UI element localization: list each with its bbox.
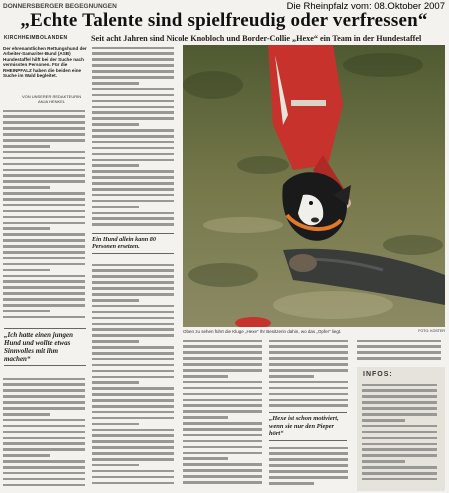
text-line-bar [92, 328, 174, 331]
text-line-bar [92, 117, 174, 120]
text-line-bar [92, 317, 174, 320]
text-line-bar [183, 381, 262, 384]
text-line-bar [92, 70, 174, 73]
text-line-bar [92, 269, 174, 272]
text-line-bar [183, 345, 262, 348]
text-line-bar [3, 466, 85, 469]
text-line-bar [92, 135, 174, 138]
text-line-bar [92, 52, 174, 55]
pull-quote: „Ich hatte einen jungen Hund und wollte etwas Sinnvolles mit ihm machen“ [4, 328, 86, 366]
text-line-bar [3, 115, 85, 118]
text-line-bar [92, 358, 174, 361]
text-line-bar [3, 419, 85, 422]
text-line-bar [269, 363, 348, 366]
body-column-1-lower [3, 376, 88, 490]
headline: „Echte Talente sind spielfreudig oder verfressen“ [20, 10, 428, 31]
text-line-bar [362, 407, 437, 410]
text-line-bar [92, 275, 174, 278]
text-line-bar [92, 200, 174, 203]
info-box-text [362, 382, 440, 488]
text-line [183, 479, 265, 485]
text-line-bar [3, 186, 50, 189]
text-line-bar [92, 88, 174, 91]
text-line-bar [357, 351, 441, 354]
text-line-bar [183, 393, 262, 396]
text-line-bar [92, 476, 174, 479]
text-line-bar [92, 147, 174, 150]
info-box-title: INFOS: [363, 371, 393, 378]
text-line-bar [183, 404, 262, 407]
text-line-bar [357, 345, 441, 348]
text-line-bar [183, 463, 262, 466]
text-line-bar [3, 472, 85, 475]
body-column-3 [183, 338, 265, 490]
text-line-bar [92, 293, 174, 296]
text-line-bar [92, 82, 139, 85]
text-line-bar [92, 423, 139, 426]
text-line-bar [92, 111, 174, 114]
text-line-bar [269, 393, 348, 396]
text-line-bar [183, 363, 262, 366]
text-line-bar [92, 287, 174, 290]
text-line-bar [269, 340, 348, 343]
text-line-bar [92, 264, 174, 267]
text-line-bar [92, 405, 174, 408]
text-line-bar [269, 399, 348, 402]
text-line-bar [92, 387, 174, 390]
text-line-bar [92, 194, 174, 197]
text-line-bar [92, 411, 174, 414]
text-line-bar [92, 434, 174, 437]
section-tag: DONNERSBERGER BEGEGNUNGEN [3, 3, 117, 10]
text-line-bar [362, 389, 437, 392]
text-line-bar [92, 281, 174, 284]
text-line-bar [3, 192, 85, 195]
text-line-bar [92, 123, 139, 126]
text-line-bar [92, 334, 174, 337]
text-line-bar [3, 121, 85, 124]
text-line-bar [92, 482, 174, 485]
text-line-bar [92, 58, 174, 61]
text-line-bar [92, 129, 174, 132]
body-column-4 [269, 338, 351, 410]
text-line-bar [92, 182, 174, 185]
text-line-bar [92, 212, 174, 215]
text-line-bar [3, 275, 85, 278]
text-line-bar [3, 425, 85, 428]
text-line-bar [3, 389, 85, 392]
text-line-bar [183, 475, 262, 478]
text-line-bar [3, 216, 85, 219]
byline: VON UNSERER REDAKTEURIN ANJA HENKEL [22, 94, 82, 104]
text-line-bar [362, 384, 437, 387]
text-line-bar [3, 157, 85, 160]
text-line-bar [269, 345, 348, 348]
text-line-bar [3, 442, 85, 445]
text-line-bar [3, 110, 85, 113]
text-line-bar [92, 64, 174, 67]
text-line-bar [92, 464, 139, 467]
text-line-bar [92, 429, 174, 432]
text-line-bar [357, 340, 441, 343]
text-line-bar [3, 222, 85, 225]
text-line-bar [3, 407, 85, 410]
body-column-5 [357, 338, 445, 365]
text-line-bar [362, 478, 437, 481]
text-line-bar [183, 340, 262, 343]
text-line-bar [3, 413, 50, 416]
text-line-bar [3, 133, 85, 136]
text-line-bar [92, 176, 174, 179]
text-line [3, 482, 88, 488]
text-line-bar [269, 381, 348, 384]
text-line [92, 222, 177, 228]
text-line-bar [3, 431, 85, 434]
text-line-bar [92, 206, 139, 209]
text-line-bar [183, 428, 262, 431]
text-line-bar [92, 417, 174, 420]
text-line-bar [92, 440, 174, 443]
text-line-bar [269, 452, 348, 455]
info-box [357, 367, 445, 491]
text-line-bar [92, 299, 139, 302]
body-column-1 [3, 108, 88, 326]
text-line-bar [357, 357, 441, 360]
text-line-bar [362, 443, 437, 446]
text-line-bar [3, 298, 85, 301]
text-line-bar [183, 399, 262, 402]
text-line-bar [3, 233, 85, 236]
text-line-bar [92, 340, 139, 343]
text-line-bar [92, 452, 174, 455]
text-line-bar [92, 364, 174, 367]
text-line-bar [92, 370, 174, 373]
text-line-bar [92, 381, 139, 384]
text-line-bar [362, 431, 437, 434]
text-line-bar [269, 357, 348, 360]
text-line-bar [92, 164, 139, 167]
text-line-bar [3, 180, 85, 183]
text-line-bar [92, 323, 174, 326]
text-line-bar [92, 305, 174, 308]
text-line-bar [183, 416, 228, 419]
source-line: Die Rheinpfalz vom: 08.Oktober 2007 [286, 1, 445, 12]
text-line-bar [92, 376, 174, 379]
text-line-bar [362, 460, 405, 463]
text-line-bar [3, 378, 85, 381]
text-line-bar [183, 457, 228, 460]
text-line-bar [362, 448, 437, 451]
text-line-bar [183, 469, 262, 472]
text-line-bar [3, 316, 85, 319]
text-line-bar [92, 100, 174, 103]
text-line-bar [92, 352, 174, 355]
text-line-bar [269, 482, 314, 485]
text-line [3, 314, 88, 320]
text-line-bar [3, 395, 85, 398]
text-line-bar [3, 251, 85, 254]
text-line-bar [183, 369, 262, 372]
photo-credit: FOTO: KOSTER [418, 329, 445, 333]
text-line-bar [3, 484, 85, 487]
text-line-bar [269, 476, 348, 479]
text-line-bar [362, 419, 405, 422]
text-line-bar [3, 245, 85, 248]
subhead-row [3, 35, 447, 44]
text-line-bar [362, 472, 437, 475]
text-line-bar [362, 425, 437, 428]
text-line-bar [362, 401, 437, 404]
text-line-bar [92, 188, 174, 191]
text-line-bar [269, 464, 348, 467]
body-column-2 [92, 45, 177, 229]
text-line-bar [3, 437, 85, 440]
text-line-bar [362, 454, 437, 457]
text-line-bar [183, 387, 262, 390]
text-line-bar [3, 139, 85, 142]
text-line-bar [269, 470, 348, 473]
text-line-bar [92, 47, 174, 50]
text-line-bar [92, 458, 174, 461]
text-line-bar [3, 401, 85, 404]
text-line [357, 356, 445, 362]
body-column-2-lower [92, 262, 177, 490]
text-line-bar [3, 478, 85, 481]
text-line-bar [3, 151, 85, 154]
text-line-bar [3, 263, 85, 266]
text-line [269, 403, 351, 409]
text-line-bar [362, 395, 437, 398]
text-line-bar [92, 311, 174, 314]
text-line-bar [269, 369, 348, 372]
text-line-bar [92, 141, 174, 144]
text-line-bar [3, 269, 50, 272]
text-line-bar [183, 410, 262, 413]
text-line-bar [3, 310, 50, 313]
text-line-bar [3, 198, 85, 201]
text-line-bar [92, 393, 174, 396]
text-line-bar [3, 286, 85, 289]
text-line-bar [183, 375, 228, 378]
text-line-bar [92, 346, 174, 349]
text-line-bar [92, 470, 174, 473]
text-line [362, 476, 440, 482]
text-line-bar [3, 280, 85, 283]
inline-quote: Ein Hund allein kann 80 Personen ersetzen. [92, 233, 174, 254]
text-line-bar [92, 94, 174, 97]
text-line-bar [92, 170, 174, 173]
subheadline: Seit acht Jahren sind Nicole Knobloch und Border-Collie „Hexe“ ein Team in der Hundestaffel [91, 34, 422, 43]
text-line-bar [269, 351, 348, 354]
text-line-bar [183, 434, 262, 437]
text-line-bar [3, 127, 85, 130]
text-line-bar [92, 106, 174, 109]
text-line-bar [92, 446, 174, 449]
text-line-bar [3, 257, 85, 260]
text-line-bar [3, 145, 50, 148]
text-line-bar [3, 163, 85, 166]
text-line-bar [269, 387, 348, 390]
text-line-bar [183, 481, 262, 484]
text-line-bar [3, 448, 85, 451]
text-line-bar [3, 210, 85, 213]
text-line-bar [3, 174, 85, 177]
text-line-bar [3, 292, 85, 295]
text-line-bar [92, 223, 174, 226]
text-line-bar [3, 239, 85, 242]
body-column-4-lower [269, 445, 351, 490]
text-line-bar [269, 458, 348, 461]
text-line-bar [3, 227, 50, 230]
photo-caption: Oben zu sehen führt die Kluge „Hexe“ Ihr Besitzerin dahin, wo das „Opfer“ liegt. [183, 329, 342, 334]
text-line-bar [3, 383, 85, 386]
text-line-bar [269, 404, 348, 407]
location-kicker: KIRCHHEIMBOLANDEN [4, 35, 68, 41]
text-line-bar [269, 375, 314, 378]
text-line-bar [3, 169, 85, 172]
pull-quote-2: „Hexe ist schon motiviert, wenn sie nur den Pieper hört“ [269, 412, 347, 441]
text-line-bar [183, 452, 262, 455]
text-line-bar [183, 351, 262, 354]
text-line-bar [3, 460, 85, 463]
text-line [269, 480, 351, 486]
text-line-bar [362, 413, 437, 416]
text-line-bar [92, 217, 174, 220]
text-line [92, 480, 177, 486]
text-line-bar [92, 76, 174, 79]
text-line-bar [183, 357, 262, 360]
text-line-bar [3, 204, 85, 207]
text-line-bar [92, 159, 174, 162]
text-line-bar [3, 304, 85, 307]
text-line-bar [183, 440, 262, 443]
text-line-bar [362, 466, 437, 469]
text-line-bar [3, 454, 50, 457]
text-line-bar [92, 399, 174, 402]
text-line-bar [362, 437, 437, 440]
photo-caption-row [183, 329, 445, 334]
text-line-bar [183, 446, 262, 449]
text-line-bar [92, 153, 174, 156]
rescue-dog-photo [183, 45, 445, 327]
text-line-bar [183, 422, 262, 425]
intro-paragraph: Der ehrenamtlichen Rettungshund der Arbeiter-Samariter-Bund (ASB) Hundestaffel hilft bei der Suche nach vermissten Personen. Für die RHEINPFALZ haben die beiden eine Suche im Wald begleitet. [3, 46, 87, 79]
text-line-bar [269, 447, 348, 450]
photo-illustration [183, 45, 445, 327]
